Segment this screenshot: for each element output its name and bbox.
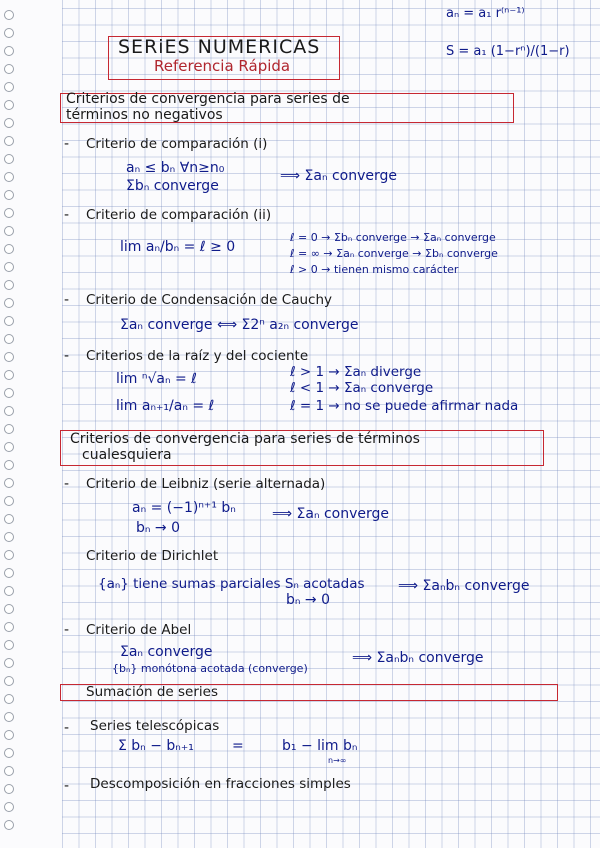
- telescopic-limit-sub: n→∞: [328, 756, 347, 765]
- criterion-case: ℓ = 0 → Σbₙ converge → Σaₙ converge: [290, 231, 496, 244]
- binder-hole: [4, 64, 14, 74]
- criterion-name: Criterio de Abel: [86, 622, 192, 638]
- criterion-result: ⟹ Σaₙ converge: [280, 168, 398, 184]
- binder-hole: [4, 784, 14, 794]
- list-dash: -: [64, 720, 70, 736]
- binder-hole: [4, 244, 14, 254]
- binder-hole: [4, 748, 14, 758]
- criterion-name: Criterio de Leibniz (serie alternada): [86, 476, 326, 492]
- list-dash: -: [64, 476, 70, 492]
- section2-title-line2: cualesquiera: [82, 447, 172, 463]
- criterion-name: Criterio de comparación (i): [86, 136, 268, 152]
- criterion-condition: Σbₙ converge: [126, 178, 219, 194]
- criterion-name: Descomposición en fracciones simples: [90, 776, 351, 792]
- binder-hole: [4, 424, 14, 434]
- binder-hole: [4, 622, 14, 632]
- binder-hole: [4, 262, 14, 272]
- binder-hole: [4, 190, 14, 200]
- binder-hole: [4, 46, 14, 56]
- binder-hole: [4, 10, 14, 20]
- criterion-name: Criterio de Dirichlet: [86, 548, 219, 564]
- section3-title: Sumación de series: [86, 684, 218, 700]
- binder-hole: [4, 442, 14, 452]
- criterion-condition: {aₙ} tiene sumas parciales Sₙ acotadas: [98, 576, 365, 592]
- binder-hole: [4, 730, 14, 740]
- criterion-name: Criterio de Condensación de Cauchy: [86, 292, 332, 308]
- binder-hole: [4, 586, 14, 596]
- binder-hole: [4, 316, 14, 326]
- binder-hole: [4, 496, 14, 506]
- section1-title-line1: Criterios de convergencia para series de: [66, 91, 350, 107]
- binder-hole: [4, 676, 14, 686]
- binder-hole: [4, 352, 14, 362]
- section1-title-line2: términos no negativos: [66, 107, 223, 123]
- binder-hole: [4, 658, 14, 668]
- binder-hole: [4, 118, 14, 128]
- criterion-limit: lim aₙ₊₁/aₙ = ℓ: [116, 398, 215, 414]
- binder-hole: [4, 514, 14, 524]
- binder-hole: [4, 640, 14, 650]
- telescopic-right: b₁ − lim bₙ: [282, 738, 358, 754]
- telescopic-equals: =: [232, 738, 244, 754]
- binder-hole: [4, 208, 14, 218]
- criterion-name: Series telescópicas: [90, 718, 220, 734]
- criterion-statement: Σaₙ converge ⟺ Σ2ⁿ a₂ₙ converge: [120, 317, 359, 333]
- criterion-condition: {bₙ} monótona acotada (converge): [112, 662, 308, 675]
- binder-hole: [4, 100, 14, 110]
- telescopic-left: Σ bₙ − bₙ₊₁: [118, 738, 194, 754]
- binder-hole: [4, 568, 14, 578]
- criterion-result: ⟹ Σaₙbₙ converge: [398, 578, 530, 594]
- binder-hole: [4, 406, 14, 416]
- binder-hole: [4, 604, 14, 614]
- list-dash: -: [64, 622, 70, 638]
- criterion-limit: lim aₙ/bₙ = ℓ ≥ 0: [120, 239, 236, 255]
- binder-hole: [4, 820, 14, 830]
- list-dash: -: [64, 207, 70, 223]
- list-dash: -: [64, 348, 70, 364]
- binder-hole: [4, 766, 14, 776]
- criterion-result: ⟹ Σaₙbₙ converge: [352, 650, 484, 666]
- criterion-condition: bₙ → 0: [286, 592, 331, 608]
- geometric-sum-formula: S = a₁ (1−rⁿ)/(1−r): [446, 44, 570, 59]
- criterion-case: ℓ < 1 → Σaₙ converge: [290, 380, 434, 396]
- criterion-condition: bₙ → 0: [136, 520, 181, 536]
- criterion-case: ℓ > 1 → Σaₙ diverge: [290, 364, 422, 380]
- criterion-name: Criterio de comparación (ii): [86, 207, 272, 223]
- binder-hole: [4, 712, 14, 722]
- criterion-condition: aₙ ≤ bₙ ∀n≥n₀: [126, 160, 225, 176]
- binder-hole: [4, 478, 14, 488]
- page-title: SERiES NUMERICAS: [118, 36, 321, 58]
- binder-hole: [4, 460, 14, 470]
- binder-hole: [4, 226, 14, 236]
- binder-hole: [4, 280, 14, 290]
- binder-hole: [4, 298, 14, 308]
- list-dash: -: [64, 136, 70, 152]
- geometric-term-formula: aₙ = a₁ r⁽ⁿ⁻¹⁾: [446, 6, 525, 21]
- notebook-margin: [0, 0, 62, 848]
- binder-hole: [4, 136, 14, 146]
- criterion-case: ℓ > 0 → tienen mismo carácter: [290, 263, 459, 276]
- binder-hole: [4, 532, 14, 542]
- criterion-condition: aₙ = (−1)ⁿ⁺¹ bₙ: [132, 500, 236, 516]
- binder-hole: [4, 370, 14, 380]
- binder-hole: [4, 172, 14, 182]
- criterion-case: ℓ = 1 → no se puede afirmar nada: [290, 398, 519, 414]
- criterion-name: Criterios de la raíz y del cociente: [86, 348, 309, 364]
- list-dash: -: [64, 778, 70, 794]
- binder-hole: [4, 154, 14, 164]
- binder-hole: [4, 334, 14, 344]
- binder-hole: [4, 28, 14, 38]
- criterion-case: ℓ = ∞ → Σaₙ converge → Σbₙ converge: [290, 247, 498, 260]
- binder-hole: [4, 550, 14, 560]
- binder-hole: [4, 82, 14, 92]
- binder-hole: [4, 388, 14, 398]
- criterion-result: ⟹ Σaₙ converge: [272, 506, 390, 522]
- section2-title-line1: Criterios de convergencia para series de términos: [70, 431, 420, 447]
- list-dash: -: [64, 292, 70, 308]
- binder-hole: [4, 802, 14, 812]
- criterion-condition: Σaₙ converge: [120, 644, 213, 660]
- criterion-limit: lim ⁿ√aₙ = ℓ: [116, 371, 197, 387]
- page-subtitle: Referencia Rápida: [154, 57, 291, 75]
- binder-hole: [4, 694, 14, 704]
